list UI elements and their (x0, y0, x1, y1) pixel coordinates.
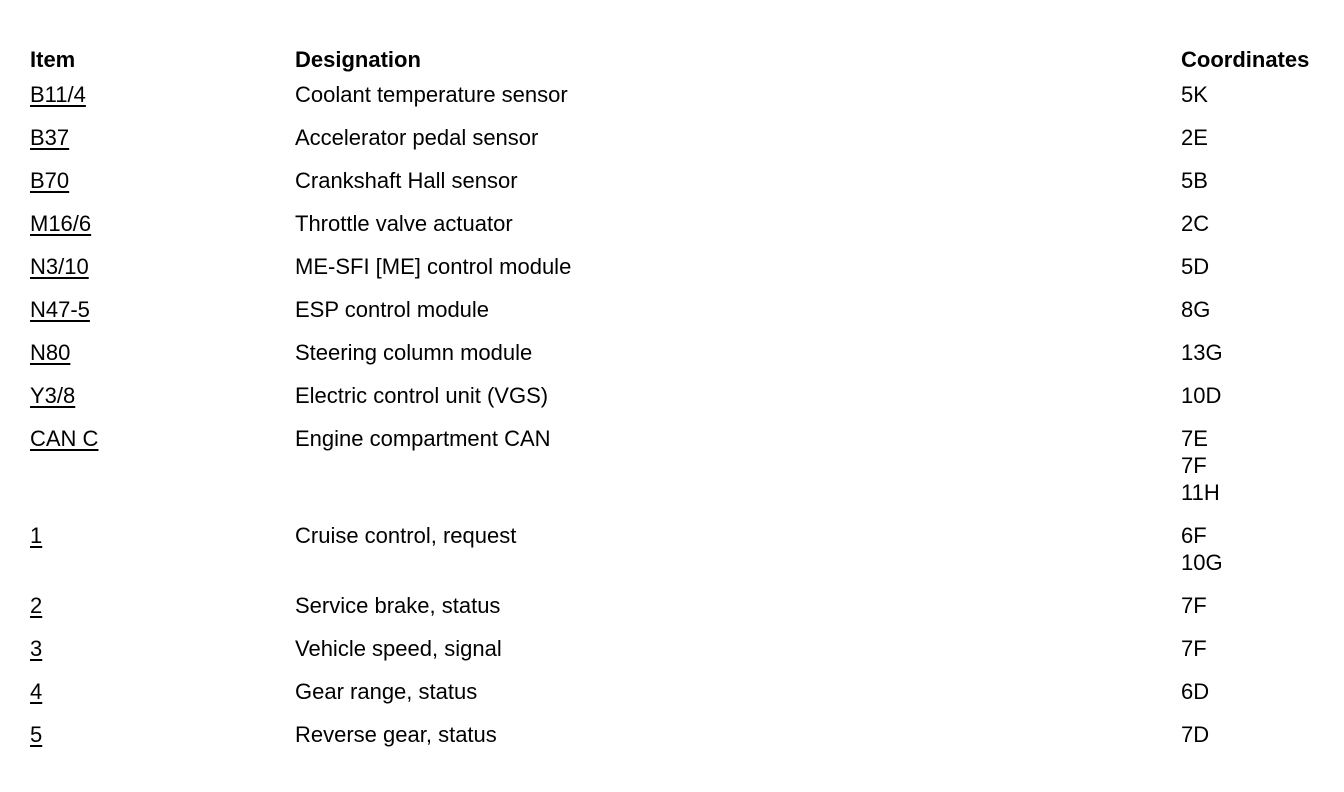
designation-cell: Accelerator pedal sensor (295, 125, 539, 150)
item-cell (30, 122, 295, 165)
designation-cell: Reverse gear, status (295, 722, 497, 747)
table-row (30, 633, 1331, 676)
table-row (30, 380, 1331, 423)
item-cell (30, 79, 295, 122)
designation-cell: Electric control unit (VGS) (295, 383, 549, 408)
header-coordinates: Coordinates (1181, 47, 1310, 72)
item-cell (30, 423, 295, 520)
coordinates-cell (1181, 520, 1331, 590)
coordinates-cell (1181, 165, 1331, 208)
table-row (30, 294, 1331, 337)
item-link[interactable]: N47-5 (30, 297, 90, 322)
item-cell (30, 380, 295, 423)
designation-cell: ME-SFI [ME] control module (295, 254, 572, 279)
designation-cell: Cruise control, request (295, 523, 517, 548)
item-link[interactable]: B37 (30, 125, 70, 150)
coordinate-value: 7D (1181, 722, 1210, 747)
item-link[interactable]: B70 (30, 168, 70, 193)
item-link[interactable]: 1 (30, 523, 43, 548)
table-row (30, 337, 1331, 380)
item-link[interactable]: CAN C (30, 426, 99, 451)
item-link[interactable]: N3/10 (30, 254, 89, 279)
item-cell (30, 251, 295, 294)
designation-cell: Crankshaft Hall sensor (295, 168, 518, 193)
coordinate-value: 2E (1181, 125, 1208, 150)
item-link[interactable]: 2 (30, 593, 43, 618)
designation-cell: Coolant temperature sensor (295, 82, 568, 107)
coordinate-value: 2C (1181, 211, 1210, 236)
item-cell (30, 208, 295, 251)
table-row (30, 676, 1331, 719)
coordinate-value: 10D (1181, 383, 1222, 408)
legend-table (30, 42, 1331, 762)
item-cell (30, 294, 295, 337)
coordinate-value: 8G (1181, 297, 1211, 322)
coordinate-value: 10G (1181, 550, 1223, 575)
coordinates-cell (1181, 633, 1331, 676)
table-row (30, 251, 1331, 294)
coordinates-cell (1181, 719, 1331, 762)
item-link[interactable]: Y3/8 (30, 383, 76, 408)
coordinates-cell (1181, 423, 1331, 520)
item-cell (30, 165, 295, 208)
coordinate-value: 7F (1181, 636, 1207, 661)
coordinates-cell (1181, 337, 1331, 380)
coordinates-cell (1181, 380, 1331, 423)
item-cell (30, 719, 295, 762)
header-item: Item (30, 47, 76, 72)
item-cell (30, 337, 295, 380)
coordinate-value: 5D (1181, 254, 1210, 279)
item-cell (30, 520, 295, 590)
table-row (30, 165, 1331, 208)
coordinates-cell (1181, 590, 1331, 633)
coordinate-value: 5B (1181, 168, 1208, 193)
header-row (30, 42, 1331, 79)
coordinates-cell (1181, 294, 1331, 337)
coordinates-cell (1181, 251, 1331, 294)
table-row (30, 520, 1331, 590)
designation-cell: Engine compartment CAN (295, 426, 551, 451)
item-cell (30, 676, 295, 719)
table-row (30, 719, 1331, 762)
coordinates-cell (1181, 208, 1331, 251)
item-link[interactable]: 4 (30, 679, 43, 704)
coordinates-cell (1181, 676, 1331, 719)
table-row (30, 208, 1331, 251)
designation-cell: Throttle valve actuator (295, 211, 513, 236)
table-row (30, 590, 1331, 633)
item-link[interactable]: B11/4 (30, 82, 86, 107)
designation-cell: Service brake, status (295, 593, 501, 618)
table-row (30, 423, 1331, 520)
coordinate-value: 7F (1181, 453, 1207, 478)
coordinate-value: 7F (1181, 593, 1207, 618)
item-link[interactable]: 5 (30, 722, 43, 747)
table-body (30, 79, 1331, 762)
designation-cell: Vehicle speed, signal (295, 636, 502, 661)
coordinates-cell (1181, 79, 1331, 122)
table-row (30, 79, 1331, 122)
coordinate-value: 13G (1181, 340, 1223, 365)
item-cell (30, 590, 295, 633)
designation-cell: Gear range, status (295, 679, 478, 704)
item-link[interactable]: M16/6 (30, 211, 92, 236)
item-link[interactable]: N80 (30, 340, 71, 365)
header-designation: Designation (295, 47, 421, 72)
coordinate-value: 5K (1181, 82, 1208, 107)
designation-cell: Steering column module (295, 340, 533, 365)
item-cell (30, 633, 295, 676)
coordinate-value: 6D (1181, 679, 1210, 704)
item-link[interactable]: 3 (30, 636, 43, 661)
coordinate-value: 7E (1181, 426, 1208, 451)
coordinate-value: 6F (1181, 523, 1207, 548)
table-row (30, 122, 1331, 165)
coordinate-value: 11H (1181, 480, 1220, 505)
designation-cell: ESP control module (295, 297, 490, 322)
coordinates-cell (1181, 122, 1331, 165)
